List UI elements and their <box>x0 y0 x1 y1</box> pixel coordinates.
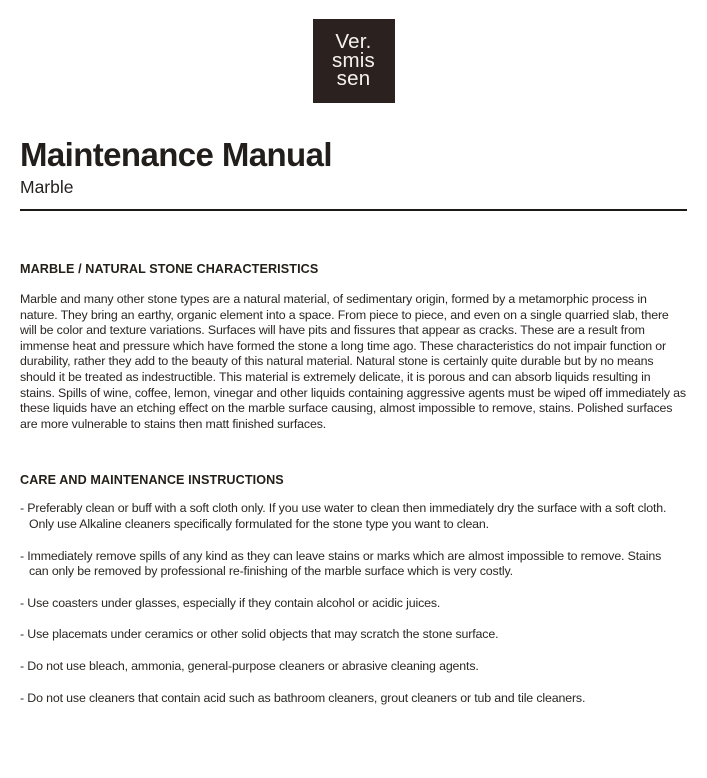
instruction-item-no-acid-cleaners: - Do not use cleaners that contain acid such as bathroom cleaners, grout cleaners or tub and tile cleaners. <box>20 690 586 705</box>
instruction-list <box>20 501 682 706</box>
header-divider <box>20 209 687 211</box>
logo-line-2: smis <box>332 48 375 72</box>
characteristics-paragraph: Marble and many other stone types are a natural material, of sedimentary origin, formed by a metamorphic process in nature. They bring an earthy, organic element into a space. From piece to piece, and even on a single quarried slab, there will be color and texture variations. Surfaces will have pits and fissures that appear as cracks. These are a result from immense heat and pressure which have formed the stone a long time ago. These characteristics do not impair function or durability, rather they add to the beauty of this natural material. Natural stone is certainly quite durable but by no means should it be treated as indestructible. This material is extremely delicate, it is porous and can absorb liquids resulting in stains. Spills of wine, coffee, lemon, vinegar and other liquids containing aggressive agents must be wiped off immediately as these liquids have an etching effect on the marble surface causing, almost impossible to remove, stains. Polished surfaces are more vulnerable to stains then matt finished surfaces. <box>20 292 686 431</box>
instruction-item-remove-spills: - Immediately remove spills of any kind as they can leave stains or marks which are almost impossible to remove. Stains can only be removed by professional re-finishing of the marble surface which is very costly. <box>20 548 662 579</box>
characteristics-heading: MARBLE / NATURAL STONE CHARACTERISTICS <box>20 262 319 276</box>
section-characteristics <box>20 262 687 432</box>
versmissen-logo <box>313 19 395 103</box>
instruction-item-use-coasters: - Use coasters under glasses, especially if they contain alcohol or acidic juices. <box>20 595 441 610</box>
instruction-item-clean-soft-cloth: - Preferably clean or buff with a soft cloth only. If you use water to clean then immediately dry the surface with a soft cloth. Only use Alkaline cleaners specifically formulated for the stone type you want to clean. <box>20 501 667 531</box>
page-subtitle: Marble <box>20 177 74 197</box>
section-care-instructions <box>20 473 687 706</box>
care-instructions-heading: CARE AND MAINTENANCE INSTRUCTIONS <box>20 473 284 488</box>
logo-line-1: Ver. <box>335 30 372 54</box>
page-title: Maintenance Manual <box>20 136 332 173</box>
instruction-item-no-bleach: - Do not use bleach, ammonia, general-purpose cleaners or abrasive cleaning agents. <box>20 658 479 673</box>
document-page <box>0 19 707 706</box>
instruction-item-use-placemats: - Use placemats under ceramics or other solid objects that may scratch the stone surface. <box>20 627 499 642</box>
logo-line-3: sen <box>336 67 371 91</box>
